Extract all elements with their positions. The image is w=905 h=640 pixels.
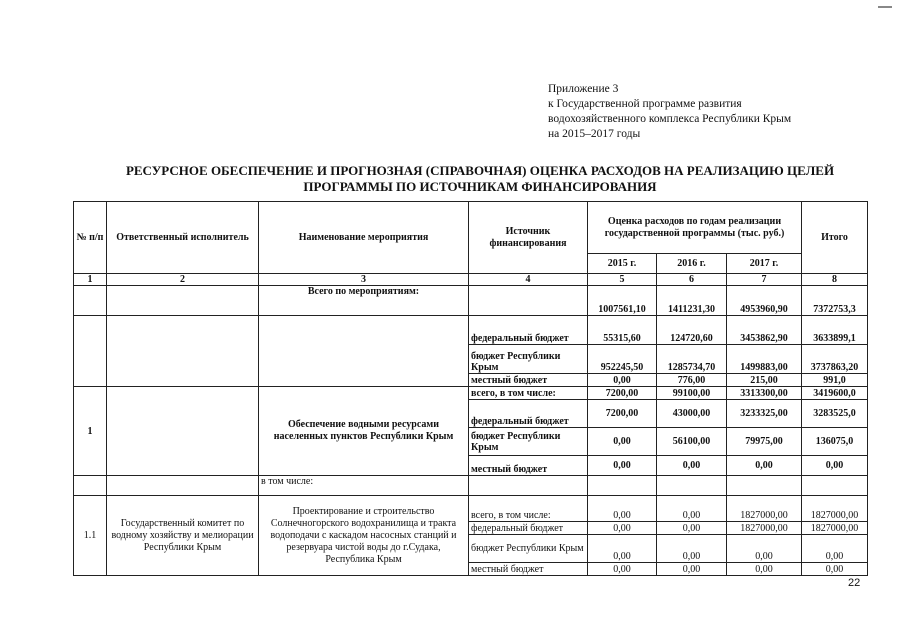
cell-2016: 124720,60 xyxy=(657,316,727,345)
cell-2017: 215,00 xyxy=(727,374,802,387)
cell-2015: 1007561,10 xyxy=(588,286,657,316)
cell-total: 0,00 xyxy=(802,535,868,563)
cell-total: 0,00 xyxy=(802,456,868,476)
source-cell: всего, в том числе: xyxy=(469,387,588,400)
cell-total: 1827000,00 xyxy=(802,496,868,522)
col-header-num: № п/п xyxy=(74,202,107,274)
cell-2017: 4953960,90 xyxy=(727,286,802,316)
col-header-executor: Ответственный исполнитель xyxy=(107,202,259,274)
scan-mark xyxy=(878,6,892,8)
appendix-line: водохозяйственного комплекса Республики Крым xyxy=(548,113,792,125)
cell-total: 3737863,20 xyxy=(802,345,868,374)
document-title xyxy=(80,163,880,195)
col-header-activity: Наименование мероприятия xyxy=(259,202,469,274)
cell-2016: 0,00 xyxy=(657,496,727,522)
cell-2017: 0,00 xyxy=(727,456,802,476)
cell-2015: 0,00 xyxy=(588,496,657,522)
cell-total: 136075,0 xyxy=(802,428,868,456)
source-cell: местный бюджет xyxy=(469,374,588,387)
source-cell: бюджет Республики Крым xyxy=(469,535,588,563)
column-number: 2 xyxy=(107,274,259,286)
appendix-line: к Государственной программе развития xyxy=(548,98,742,110)
cell-2016: 776,00 xyxy=(657,374,727,387)
col-header-total: Итого xyxy=(802,202,868,274)
cell-2016: 1285734,70 xyxy=(657,345,727,374)
appendix-note xyxy=(548,82,791,142)
cell-total: 3419600,0 xyxy=(802,387,868,400)
cell-2017: 0,00 xyxy=(727,535,802,563)
cell-2016: 0,00 xyxy=(657,522,727,535)
column-number: 1 xyxy=(74,274,107,286)
cell-2015: 0,00 xyxy=(588,522,657,535)
cell-2017: 3453862,90 xyxy=(727,316,802,345)
title-line-1: РЕСУРСНОЕ ОБЕСПЕЧЕНИЕ И ПРОГНОЗНАЯ (СПРАВОЧНАЯ) ОЦЕНКА РАСХОДОВ НА РЕАЛИЗАЦИЮ ЦЕЛЕЙ xyxy=(125,163,835,178)
cell-2016: 0,00 xyxy=(657,535,727,563)
including-label: в том числе: xyxy=(259,476,469,496)
including-row xyxy=(74,476,868,496)
header-row xyxy=(74,202,868,254)
source-cell: федеральный бюджет xyxy=(469,522,588,535)
cell-2015: 55315,60 xyxy=(588,316,657,345)
table-row xyxy=(74,496,868,522)
cell-2017: 0,00 xyxy=(727,563,802,576)
cell-2017: 3313300,00 xyxy=(727,387,802,400)
cell-2015: 0,00 xyxy=(588,563,657,576)
column-number: 4 xyxy=(469,274,588,286)
column-number: 6 xyxy=(657,274,727,286)
activity-cell: Проектирование и строительство Солнечногорского водохранилища и тракта водоподачи с каскадом насосных станций и резервуара чистой воды до г.Судака, Республика Крым xyxy=(259,496,469,576)
page-number: 22 xyxy=(848,577,861,589)
source-cell: местный бюджет xyxy=(469,456,588,476)
cell-2016: 99100,00 xyxy=(657,387,727,400)
cell-2015: 0,00 xyxy=(588,428,657,456)
col-header-2017: 2017 г. xyxy=(727,254,802,274)
col-header-source: Источник финансирования xyxy=(469,202,588,274)
cell-2016: 43000,00 xyxy=(657,400,727,428)
cell-2015: 0,00 xyxy=(588,535,657,563)
cell-2016: 56100,00 xyxy=(657,428,727,456)
all-total-row xyxy=(74,286,868,316)
executor-cell: Государственный комитет по водному хозяйству и мелиорации Республики Крым xyxy=(107,496,259,576)
source-cell: бюджет Республики Крым xyxy=(469,428,588,456)
table-row xyxy=(74,387,868,400)
cell-2016: 0,00 xyxy=(657,563,727,576)
col-header-estimate: Оценка расходов по годам реализации государственной программы (тыс. руб.) xyxy=(588,202,802,254)
appendix-line: Приложение 3 xyxy=(548,83,619,95)
cell-total: 1827000,00 xyxy=(802,522,868,535)
cell-2016: 1411231,30 xyxy=(657,286,727,316)
row-number: 1.1 xyxy=(74,496,107,576)
cell-2015: 7200,00 xyxy=(588,400,657,428)
column-number: 3 xyxy=(259,274,469,286)
source-cell: федеральный бюджет xyxy=(469,316,588,345)
source-cell: федеральный бюджет xyxy=(469,400,588,428)
cell-2017: 79975,00 xyxy=(727,428,802,456)
column-number: 5 xyxy=(588,274,657,286)
activity-cell: Обеспечение водными ресурсами населенных пунктов Республики Крым xyxy=(259,387,469,476)
cell-2016: 0,00 xyxy=(657,456,727,476)
col-header-2015: 2015 г. xyxy=(588,254,657,274)
cell-2015: 952245,50 xyxy=(588,345,657,374)
cell-2017: 3233325,00 xyxy=(727,400,802,428)
all-total-label: Всего по мероприятиям: xyxy=(259,286,469,316)
cell-total: 991,0 xyxy=(802,374,868,387)
cell-total: 7372753,3 xyxy=(802,286,868,316)
source-cell: всего, в том числе: xyxy=(469,496,588,522)
finance-table xyxy=(73,201,868,576)
col-header-2016: 2016 г. xyxy=(657,254,727,274)
appendix-line: на 2015–2017 годы xyxy=(548,128,641,140)
column-number: 8 xyxy=(802,274,868,286)
cell-2015: 7200,00 xyxy=(588,387,657,400)
title-line-2: ПРОГРАММЫ ПО ИСТОЧНИКАМ ФИНАНСИРОВАНИЯ xyxy=(303,179,657,194)
cell-total: 3283525,0 xyxy=(802,400,868,428)
source-cell: местный бюджет xyxy=(469,563,588,576)
cell-total: 3633899,1 xyxy=(802,316,868,345)
cell-2015: 0,00 xyxy=(588,456,657,476)
column-number: 7 xyxy=(727,274,802,286)
cell-total: 0,00 xyxy=(802,563,868,576)
cell-2017: 1827000,00 xyxy=(727,496,802,522)
cell-2017: 1827000,00 xyxy=(727,522,802,535)
column-number-row xyxy=(74,274,868,286)
source-cell: бюджет Республики Крым xyxy=(469,345,588,374)
cell-2017: 1499883,00 xyxy=(727,345,802,374)
row-number: 1 xyxy=(74,387,107,476)
table-row xyxy=(74,316,868,345)
cell-2015: 0,00 xyxy=(588,374,657,387)
